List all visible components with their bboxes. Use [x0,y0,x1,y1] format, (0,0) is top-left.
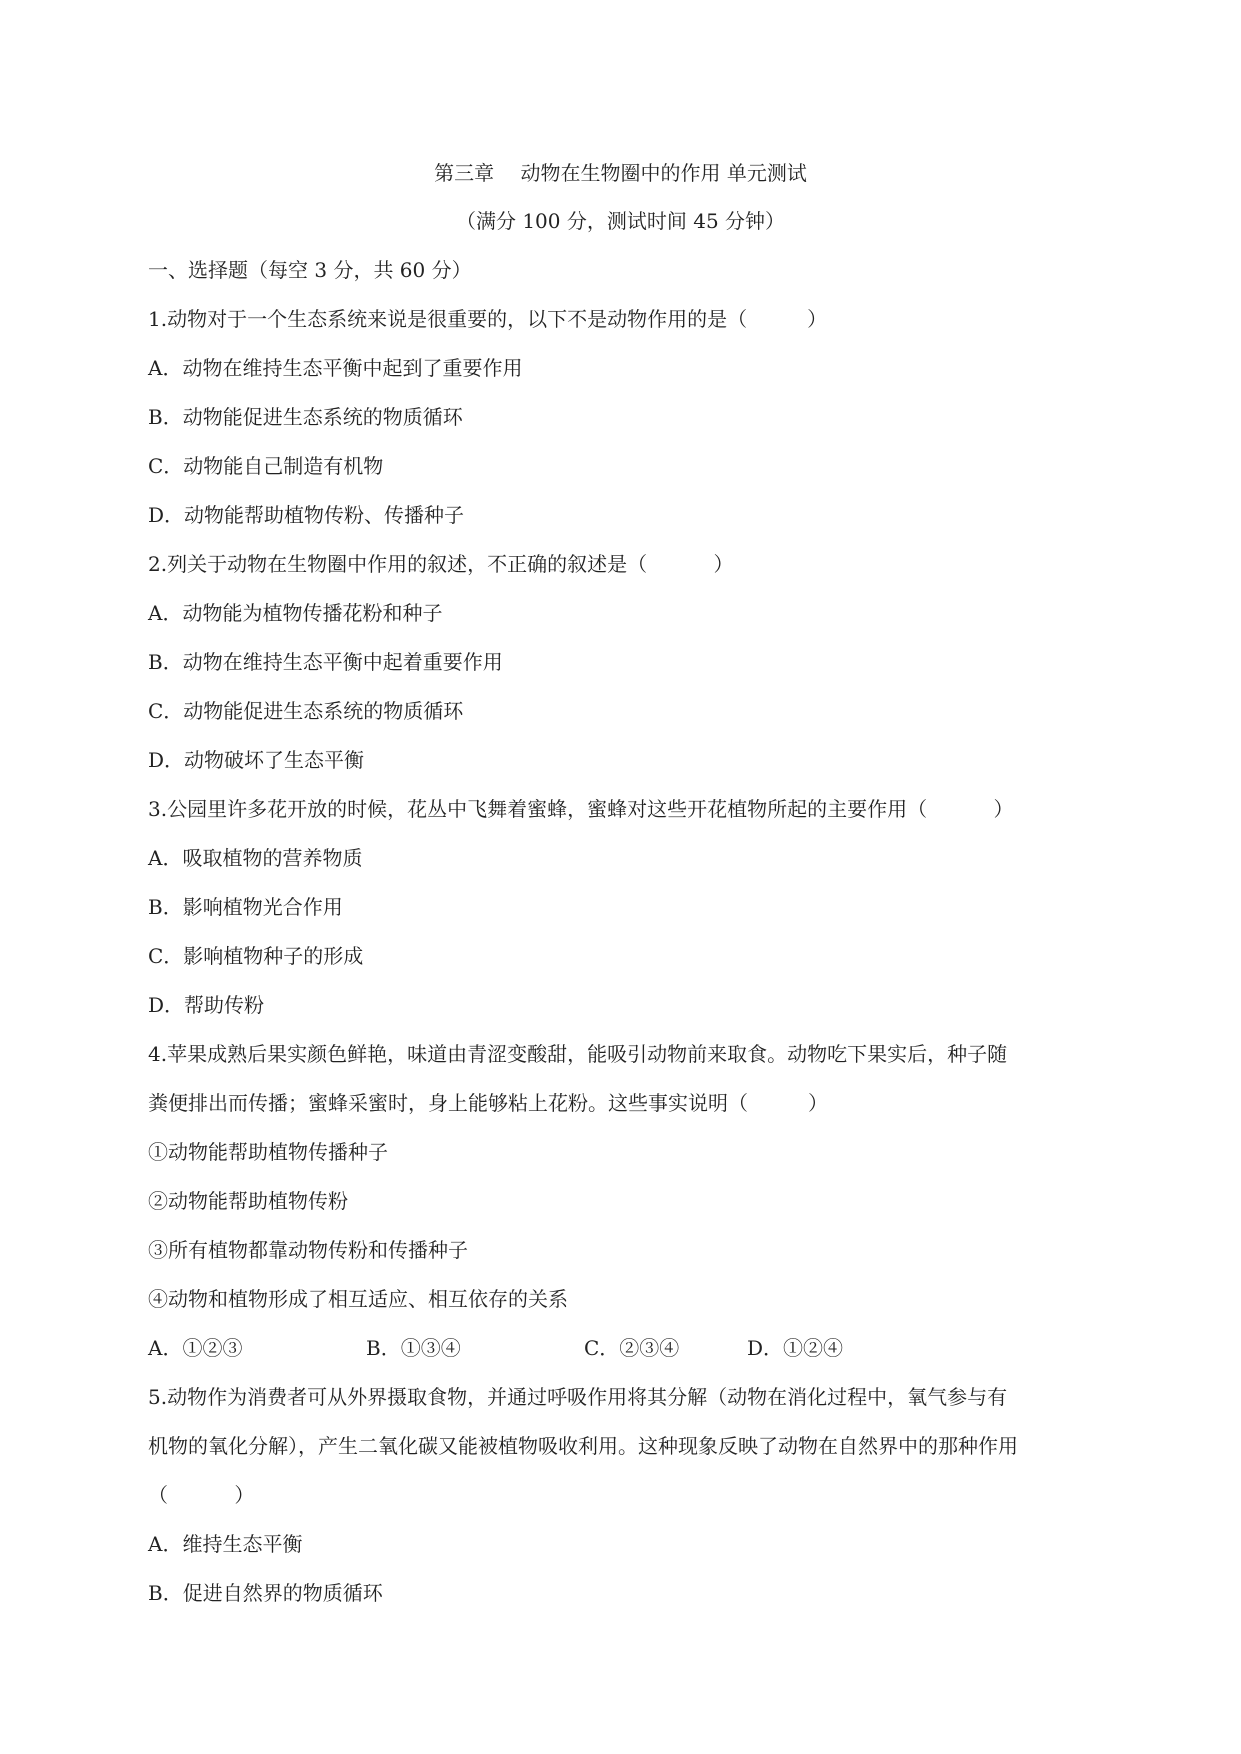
question-3-option-d: D．帮助传粉 [148,993,265,1017]
question-4-statement-4: ④动物和植物形成了相互适应、相互依存的关系 [148,1287,568,1311]
question-2-option-c: C．动物能促进生态系统的物质循环 [148,699,464,723]
question-3-option-b: B．影响植物光合作用 [148,895,343,919]
question-1-stem: 1.动物对于一个生态系统来说是很重要的，以下不是动物作用的是（ ） [148,307,828,331]
question-1-option-d: D．动物能帮助植物传粉、传播种子 [148,503,465,527]
question-2-option-a: A．动物能为植物传播花粉和种子 [148,601,443,625]
question-4-option-d: D．①②④ [747,1336,844,1360]
question-2-option-b: B．动物在维持生态平衡中起着重要作用 [148,650,503,674]
question-4-stem-line-2: 粪便排出而传播；蜜蜂采蜜时，身上能够粘上花粉。这些事实说明（ ） [148,1091,828,1115]
question-1-option-c: C．动物能自己制造有机物 [148,454,384,478]
question-5-stem-line-1: 5.动物作为消费者可从外界摄取食物，并通过呼吸作用将其分解（动物在消化过程中，氧气参与有 [148,1385,1008,1409]
question-5-option-a: A．维持生态平衡 [148,1532,303,1556]
question-4-stem-line-1: 4.苹果成熟后果实颜色鲜艳，味道由青涩变酸甜，能吸引动物前来取食。动物吃下果实后，种子随 [148,1042,1008,1066]
section-heading: 一、选择题（每空 3 分，共 60 分） [148,258,472,282]
question-1-option-b: B．动物能促进生态系统的物质循环 [148,405,463,429]
page-title: 第三章 动物在生物圈中的作用 单元测试 [434,161,807,185]
question-4-statement-3: ③所有植物都靠动物传粉和传播种子 [148,1238,468,1262]
question-5-stem-line-2: 机物的氧化分解），产生二氧化碳又能被植物吸收利用。这种现象反映了动物在自然界中的那种作用 [148,1434,1018,1458]
question-2-option-d: D．动物破坏了生态平衡 [148,748,365,772]
question-2-stem: 2.列关于动物在生物圈中作用的叙述，不正确的叙述是（ ） [148,552,734,576]
question-4-statement-2: ②动物能帮助植物传粉 [148,1189,348,1213]
question-3-option-a: A．吸取植物的营养物质 [148,846,363,870]
question-5-option-b: B．促进自然界的物质循环 [148,1581,383,1605]
question-4-option-a: A．①②③ [148,1336,243,1360]
question-4-options-row [148,1333,1108,1363]
question-3-stem: 3.公园里许多花开放的时候，花丛中飞舞着蜜蜂，蜜蜂对这些开花植物所起的主要作用（ ） [148,797,1014,821]
question-3-option-c: C．影响植物种子的形成 [148,944,364,968]
question-4-option-b: B．①③④ [366,1336,461,1360]
question-1-option-a: A．动物在维持生态平衡中起到了重要作用 [148,356,523,380]
question-5-stem-line-3: （ ） [148,1483,255,1507]
page-subtitle: （满分 100 分，测试时间 45 分钟） [455,209,786,233]
question-4-option-c: C．②③④ [584,1336,680,1360]
question-4-statement-1: ①动物能帮助植物传播种子 [148,1140,388,1164]
